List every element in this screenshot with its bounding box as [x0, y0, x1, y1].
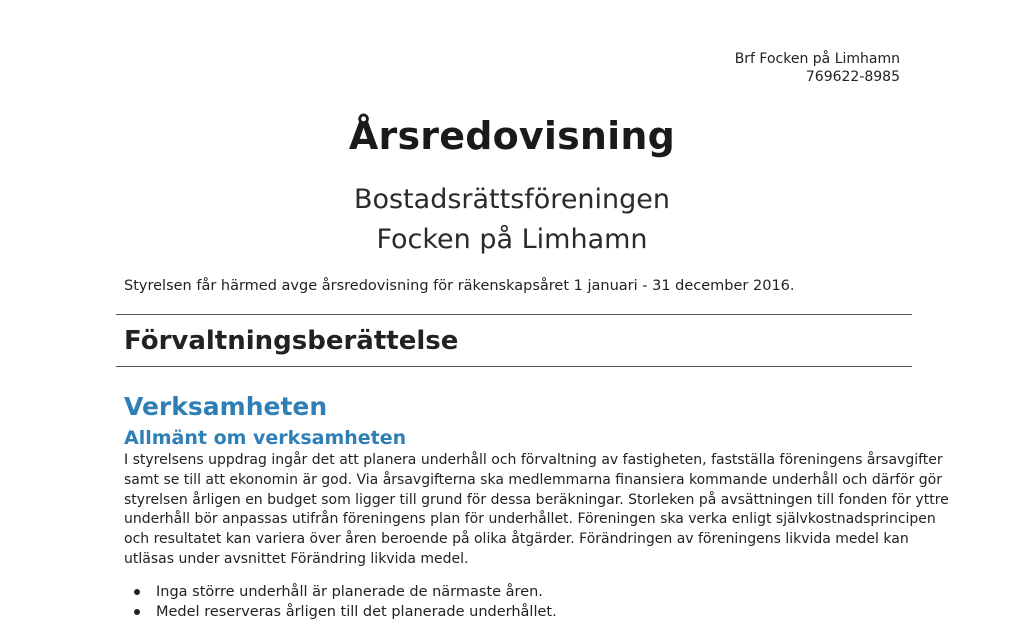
- paragraph-line: samt se till att ekonomin är god. Via årsavgifterna ska medlemmarna finansiera kommande underhåll och därför gör: [124, 471, 943, 488]
- subtitle-line-1: Bostadsrättsföreningen: [353, 184, 671, 215]
- org-number: 769622-8985: [805, 69, 900, 85]
- section-subheading: Allmänt om verksamheten: [124, 427, 407, 449]
- org-name: Brf Focken på Limhamn: [734, 51, 900, 67]
- bullet-dot-icon: [134, 609, 140, 615]
- paragraph-line: I styrelsens uppdrag ingår det att planera underhåll och förvaltning av fastigheten, fastställa föreningens årsavgifter: [124, 452, 943, 468]
- divider-top: [116, 314, 912, 315]
- intro-text: Styrelsen får härmed avge årsredovisning för räkenskapsåret 1 januari - 31 december 2016.: [124, 278, 795, 294]
- list-item: [132, 582, 557, 602]
- bullet-dot-icon: [134, 589, 140, 595]
- bullet-list: [132, 582, 557, 622]
- list-item-text: Inga större underhåll är planerade de närmaste åren.: [156, 584, 543, 600]
- body-paragraph: [124, 451, 949, 570]
- section-title: Förvaltningsberättelse: [124, 326, 459, 356]
- section-heading: Verksamheten: [124, 392, 328, 421]
- document-title: Årsredovisning: [348, 114, 676, 158]
- org-header: [735, 50, 900, 86]
- paragraph-line: styrelsen årligen en budget som ligger till grund för dessa beräkningar. Storleken på avsättningen till fonden för yttre: [124, 491, 949, 508]
- paragraph-line: underhåll bör anpassas utifrån föreningens plan för underhållet. Föreningen ska verka enligt självkostnadsprincipen: [124, 511, 936, 528]
- paragraph-line: utläsas under avsnittet Förändring likvida medel.: [124, 550, 469, 567]
- paragraph-line: och resultatet kan variera över åren beroende på olika åtgärder. Förändringen av föreningens likvida medel kan: [124, 531, 909, 548]
- subtitle-line-2: Focken på Limhamn: [376, 224, 648, 255]
- divider-bottom: [116, 366, 912, 367]
- list-item: [132, 602, 557, 622]
- list-item-text: Medel reserveras årligen till det planerade underhållet.: [156, 604, 557, 620]
